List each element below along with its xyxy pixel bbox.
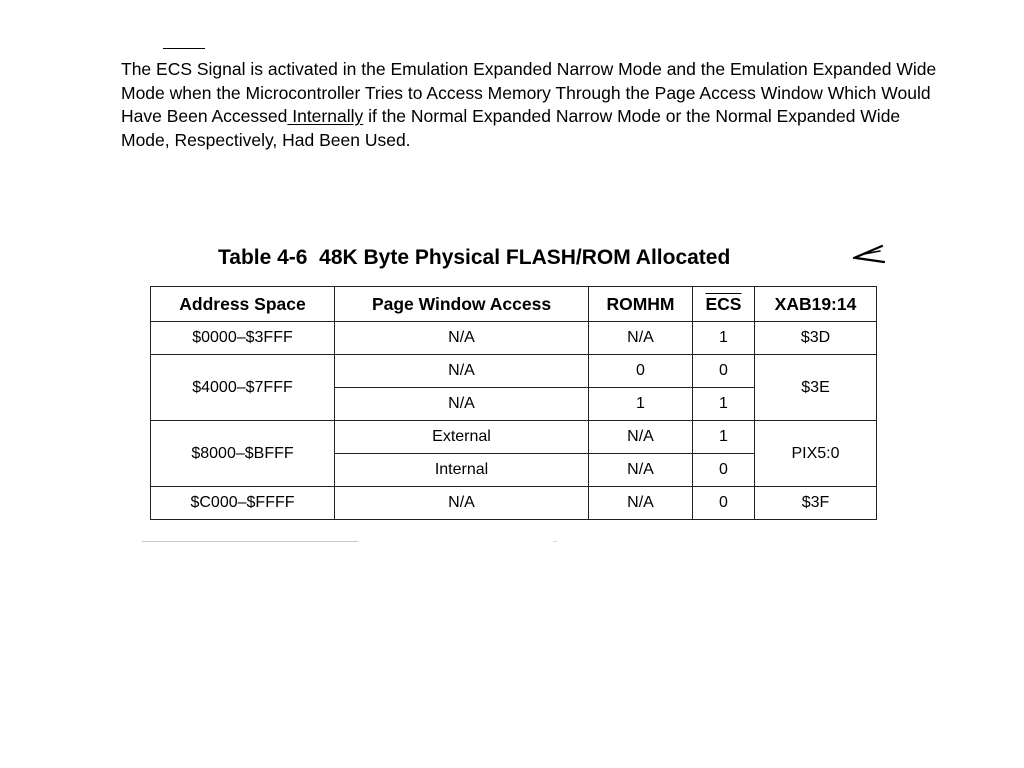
table-row <box>151 355 877 388</box>
paragraph-underlined-word: Internally <box>287 106 364 126</box>
cell-ecs: 1 <box>693 322 755 355</box>
handwritten-check-icon <box>850 238 890 268</box>
cell-ecs: 0 <box>693 355 755 388</box>
cell-page-window: Internal <box>335 454 589 487</box>
cell-xab: $3D <box>755 322 877 355</box>
cell-address: $4000–$7FFF <box>151 355 335 421</box>
cell-romhm: N/A <box>589 421 693 454</box>
cell-romhm: 0 <box>589 355 693 388</box>
cell-ecs: 0 <box>693 454 755 487</box>
cell-page-window: External <box>335 421 589 454</box>
cell-page-window: N/A <box>335 487 589 520</box>
header-xab: XAB19:14 <box>755 287 877 322</box>
cell-romhm: N/A <box>589 322 693 355</box>
ecs-description-paragraph <box>121 58 941 152</box>
header-page-window-access: Page Window Access <box>335 287 589 322</box>
header-ecs-label: $\overline{ECS}$ <box>705 293 742 314</box>
scan-edge-line <box>142 541 358 542</box>
cell-page-window: N/A <box>335 355 589 388</box>
table-row <box>151 487 877 520</box>
table-row <box>151 421 877 454</box>
header-address-space: Address Space <box>151 287 335 322</box>
table-row <box>151 322 877 355</box>
allocation-table-container <box>150 286 877 520</box>
cell-page-window: N/A <box>335 388 589 421</box>
cell-page-window: N/A <box>335 322 589 355</box>
cell-address: $0000–$3FFF <box>151 322 335 355</box>
cell-ecs: 1 <box>693 388 755 421</box>
cell-romhm: N/A <box>589 487 693 520</box>
cell-ecs: 1 <box>693 421 755 454</box>
table-header-row <box>151 287 877 322</box>
paragraph-text-start: The ECS Signal is activated in the Emulation Expanded Narrow Mode and the Emulation Expanded Wide Mode when the Microcontroller Tries to Access Memory Through the Page Access Window Which Would Have Been Accessed <box>121 59 937 126</box>
cell-address: $C000–$FFFF <box>151 487 335 520</box>
header-romhm: ROMHM <box>589 287 693 322</box>
ecs-overbar-mark <box>163 48 205 49</box>
allocation-table <box>150 286 877 520</box>
cell-address: $8000–$BFFF <box>151 421 335 487</box>
cell-xab: PIX5:0 <box>755 421 877 487</box>
header-ecs <box>693 287 755 322</box>
table-title: Table 4-6 48K Byte Physical FLASH/ROM Allocated <box>218 246 731 269</box>
cell-romhm: N/A <box>589 454 693 487</box>
paragraph-text-end: if the Normal Expanded Narrow Mode or the Normal Expanded Wide Mode, Respectively, Had Been Used. <box>121 106 901 150</box>
cell-xab: $3F <box>755 487 877 520</box>
cell-romhm: 1 <box>589 388 693 421</box>
scan-edge-mark <box>553 541 557 542</box>
cell-ecs: 0 <box>693 487 755 520</box>
cell-xab: $3E <box>755 355 877 421</box>
